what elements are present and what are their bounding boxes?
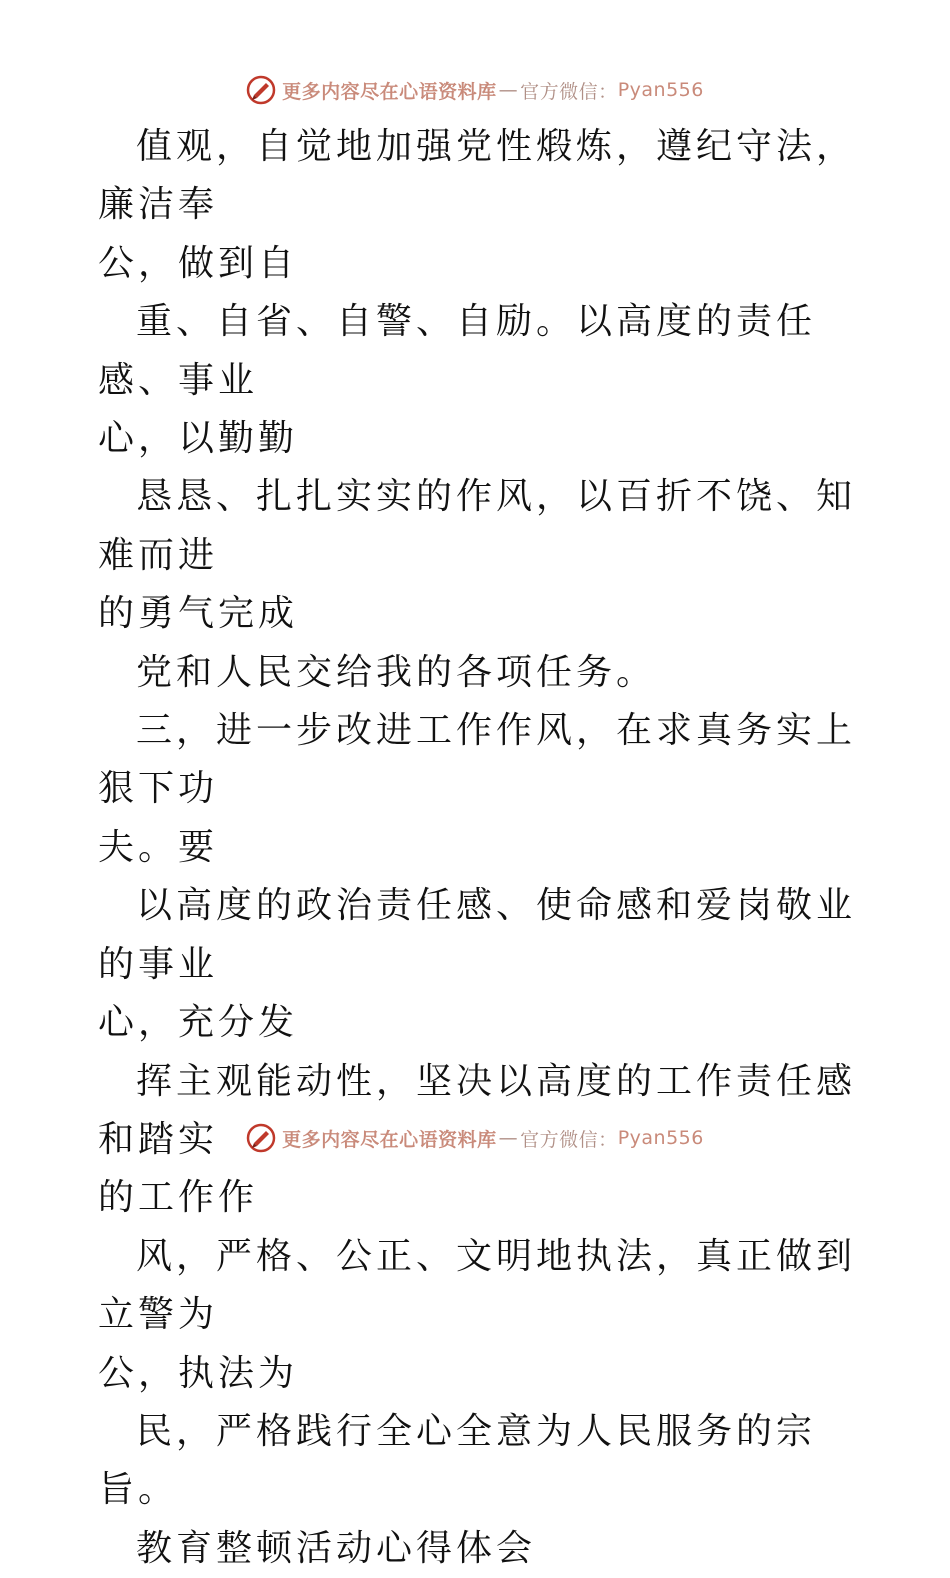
text-line-16: 民，严格践行全心全意为人民服务的宗旨。 xyxy=(98,1410,817,1511)
text-line-11: 心，充分发 xyxy=(98,1002,299,1044)
watermark-wechat-id: Pyan556 xyxy=(617,79,704,101)
text-line-13: 的工作作 xyxy=(98,1177,259,1219)
text-line-1: 值观，自觉地加强党性煅炼，遵纪守法，廉洁奉 xyxy=(98,126,857,226)
text-line-8: 三，进一步改进工作作风，在求真务实上狠下功 xyxy=(98,710,857,810)
text-line-17: 教育整顿活动心得体会 xyxy=(136,1527,537,1569)
text-line-7: 党和人民交给我的各项任务。 xyxy=(136,651,657,693)
text-line-6: 的勇气完成 xyxy=(98,593,299,635)
text-line-9: 夫。要 xyxy=(98,826,219,868)
text-line-5: 恳恳、扎扎实实的作风，以百折不饶、知难而进 xyxy=(98,476,857,576)
text-line-12: 挥主观能动性，坚决以高度的工作责任感和踏实 xyxy=(98,1060,857,1160)
watermark-wechat-label: 官方微信： xyxy=(520,1128,618,1151)
header-watermark xyxy=(0,70,950,110)
document-body xyxy=(98,118,858,1578)
text-line-4: 心，以勤勤 xyxy=(98,418,299,460)
text-line-2: 公，做到自 xyxy=(98,242,299,284)
watermark-wechat-id: Pyan556 xyxy=(617,1127,704,1149)
text-line-15: 公，执法为 xyxy=(98,1352,299,1394)
watermark-separator: — xyxy=(498,1127,519,1149)
text-line-10: 以高度的政治责任感、使命感和爱岗敬业的事业 xyxy=(98,885,857,985)
text-line-14: 风，严格、公正、文明地执法，真正做到立警为 xyxy=(98,1235,857,1336)
watermark-separator: — xyxy=(498,79,519,101)
watermark-text: 更多内容尽在心语资料库 xyxy=(282,80,497,103)
watermark-text: 更多内容尽在心语资料库 xyxy=(282,1128,497,1151)
text-line-3: 重、自省、自警、自励。以高度的责任感、事业 xyxy=(98,301,817,401)
watermark-wechat-label: 官方微信： xyxy=(520,80,618,103)
footer-watermark xyxy=(0,1118,950,1158)
pen-seal-logo-icon xyxy=(246,1123,276,1153)
pen-seal-logo-icon xyxy=(246,75,276,105)
